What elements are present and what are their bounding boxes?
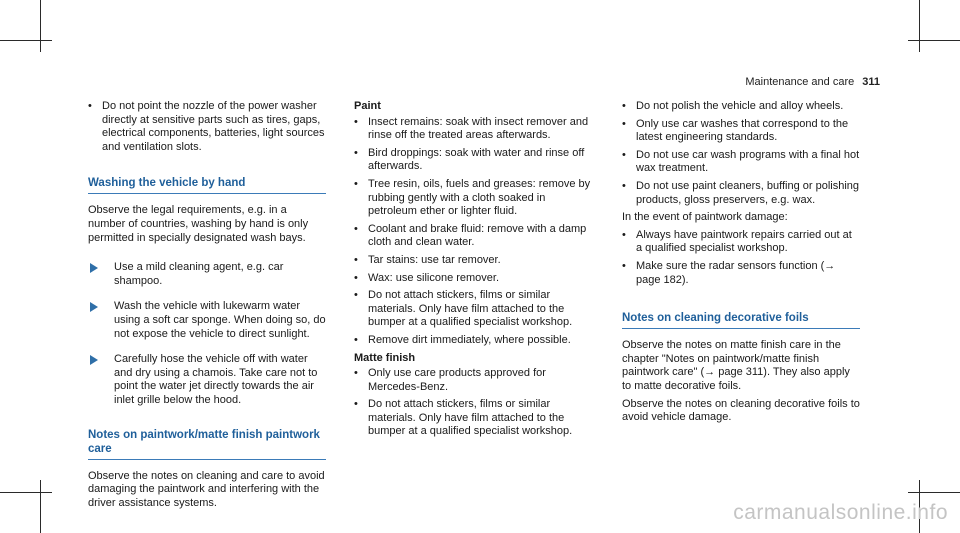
crop-mark — [40, 0, 41, 52]
column-right — [622, 100, 860, 435]
paragraph: Observe the notes on cleaning and care to avoid damaging the paintwork and interfering with the driver assistance systems. — [88, 469, 325, 509]
list-item: • Do not point the nozzle of the power washer directly at sensitive parts such as tires, gaps, electrical components, batteries, light sources and ventilation slots. — [88, 100, 326, 154]
crop-mark — [919, 0, 920, 52]
list-item: • Do not use car wash programs with a final hot wax treatment. — [622, 149, 860, 176]
list-item: • Make sure the radar sensors function (→ page 182). — [622, 260, 860, 287]
page-header — [745, 76, 880, 88]
section-heading: Notes on cleaning decorative foils — [622, 311, 860, 329]
step-arrow-icon — [90, 355, 98, 365]
crop-mark — [908, 40, 960, 41]
subheading: Matte finish — [354, 351, 416, 364]
column-left — [88, 100, 326, 520]
paragraph: Observe the legal requirements, e.g. in a number of countries, washing by hand is only permitted in specially designated wash bays. — [88, 204, 309, 244]
list-item: • Bird droppings: soak with water and rinse off afterwards. — [354, 147, 592, 174]
section-heading: Washing the vehicle by hand — [88, 176, 326, 194]
list-item: • Tar stains: use tar remover. — [354, 254, 592, 268]
list-item: • Do not polish the vehicle and alloy wheels. — [622, 100, 860, 114]
crop-mark — [908, 492, 960, 493]
paragraph: In the event of paintwork damage: — [622, 211, 788, 224]
step-item: Wash the vehicle with lukewarm water using a soft car sponge. When doing so, do not expose the vehicle to direct sunlight. — [88, 300, 326, 341]
column-middle — [354, 100, 592, 443]
paragraph: Observe the notes on cleaning decorative foils to avoid vehicle damage. — [622, 397, 860, 424]
list-item: • Do not attach stickers, films or similar materials. Only have film attached to the bumper at a qualified specialist workshop. — [354, 289, 592, 330]
crop-mark — [0, 492, 52, 493]
list-item: • Insect remains: soak with insect remover and rinse off the treated areas afterwards. — [354, 116, 592, 143]
list-item: • Do not attach stickers, films or similar materials. Only have film attached to the bumper at a qualified specialist workshop. — [354, 398, 592, 439]
crop-mark — [40, 480, 41, 533]
list-item: • Only use car washes that correspond to the latest engineering standards. — [622, 118, 860, 145]
subheading: Paint — [354, 100, 381, 112]
step-item: Carefully hose the vehicle off with water and dry using a chamois. Take care not to point the water jet directly towards the air inlet grille below the hood. — [88, 353, 326, 407]
list-item: • Wax: use silicone remover. — [354, 272, 592, 286]
list-item: • Remove dirt immediately, where possible. — [354, 334, 592, 348]
list-item: • Tree resin, oils, fuels and greases: remove by rubbing gently with a cloth soaked in petroleum ether or lighter fluid. — [354, 178, 592, 219]
crop-mark — [0, 40, 52, 41]
section-heading: Notes on paintwork/matte finish paintwork care — [88, 428, 326, 460]
page-number: 311 — [862, 76, 880, 88]
paragraph: Observe the notes on matte finish care in the chapter "Notes on paintwork/matte finish paintwork care" (→ page 311). They also apply to matte decorative foils. — [622, 339, 850, 392]
step-arrow-icon — [90, 263, 98, 273]
list-item: • Do not use paint cleaners, buffing or polishing products, gloss preservers, e.g. wax. — [622, 180, 860, 207]
step-arrow-icon — [90, 302, 98, 312]
section-title: Maintenance and care — [745, 76, 855, 88]
step-item: Use a mild cleaning agent, e.g. car shampoo. — [88, 261, 326, 288]
list-item: • Only use care products approved for Mercedes-Benz. — [354, 367, 592, 394]
watermark: carmanualsonline.info — [733, 501, 948, 524]
list-item: • Coolant and brake fluid: remove with a damp cloth and clean water. — [354, 223, 592, 250]
list-item: • Always have paintwork repairs carried out at a qualified specialist workshop. — [622, 229, 860, 256]
